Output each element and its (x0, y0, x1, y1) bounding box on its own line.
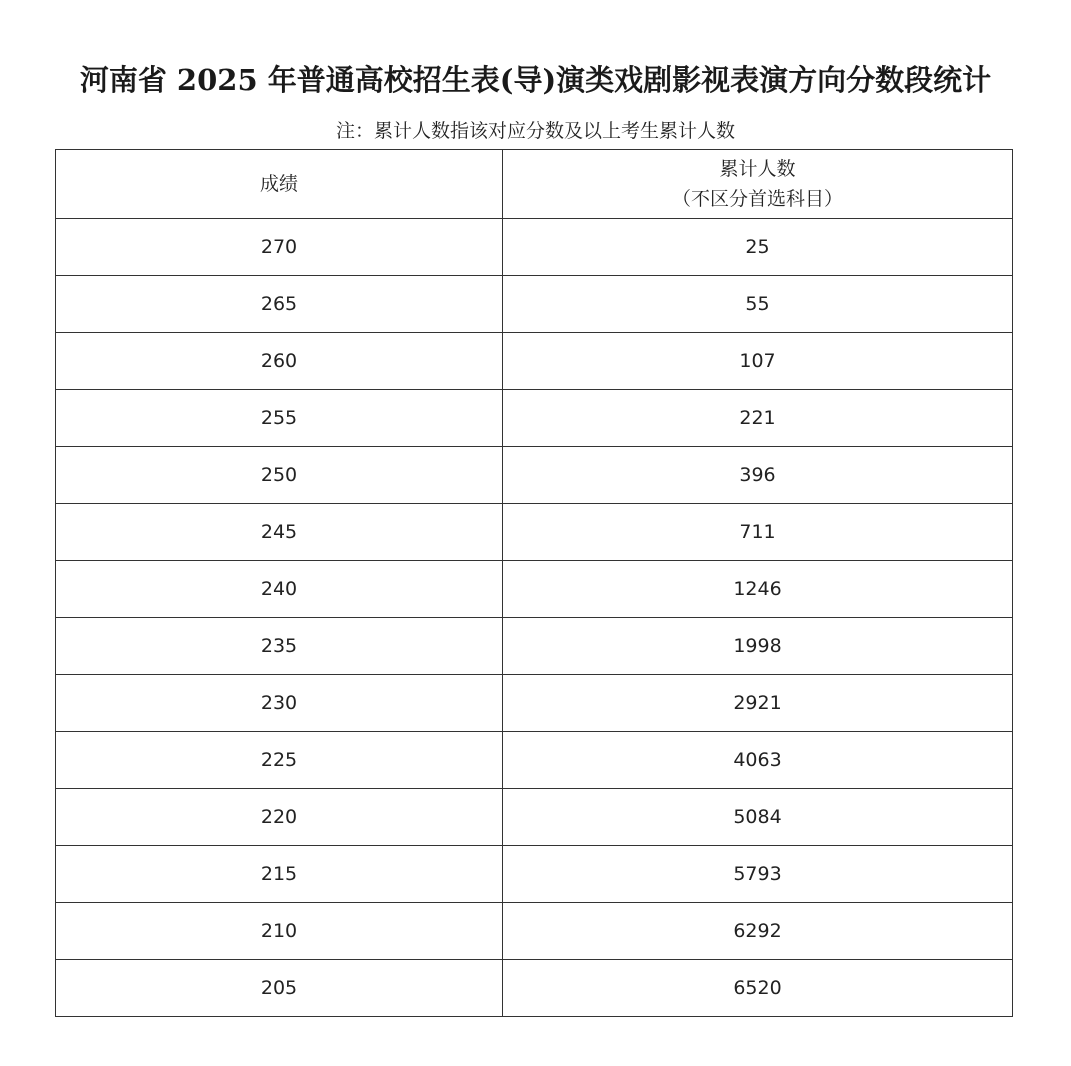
cumulative-count-cell: 396 (503, 447, 1013, 504)
score-cell: 205 (56, 960, 503, 1017)
score-cell: 270 (56, 219, 503, 276)
cumulative-count-cell: 6292 (503, 903, 1013, 960)
cumulative-count-cell: 1998 (503, 618, 1013, 675)
score-cell: 255 (56, 390, 503, 447)
cumulative-count-cell: 5793 (503, 846, 1013, 903)
table-row (56, 561, 1013, 618)
cumulative-count-cell: 221 (503, 390, 1013, 447)
score-cell: 245 (56, 504, 503, 561)
table-row (56, 732, 1013, 789)
cumulative-count-cell: 711 (503, 504, 1013, 561)
table-row (56, 276, 1013, 333)
score-cell: 210 (56, 903, 503, 960)
table-row (56, 789, 1013, 846)
cumulative-count-cell: 6520 (503, 960, 1013, 1017)
cumulative-count-cell: 2921 (503, 675, 1013, 732)
header-cumulative-sub: （不区分首选科目） (671, 188, 843, 210)
table-row (56, 447, 1013, 504)
table-row (56, 504, 1013, 561)
table-row (56, 903, 1013, 960)
header-cumulative (503, 150, 1013, 219)
table-note: 注：累计人数指该对应分数及以上考生累计人数 (335, 120, 735, 142)
cumulative-count-cell: 5084 (503, 789, 1013, 846)
table-row (56, 618, 1013, 675)
header-cumulative-label: 累计人数 (719, 158, 796, 180)
cumulative-count-cell: 107 (503, 333, 1013, 390)
page-title: 河南省 2025 年普通高校招生表(导)演类戏剧影视表演方向分数段统计 (79, 63, 992, 97)
score-cell: 215 (56, 846, 503, 903)
score-cell: 240 (56, 561, 503, 618)
score-cell: 220 (56, 789, 503, 846)
table-header-row (56, 150, 1013, 219)
cumulative-count-cell: 4063 (503, 732, 1013, 789)
score-table (55, 149, 1013, 1017)
score-cell: 265 (56, 276, 503, 333)
cumulative-count-cell: 1246 (503, 561, 1013, 618)
score-cell: 230 (56, 675, 503, 732)
table-row (56, 333, 1013, 390)
score-cell: 250 (56, 447, 503, 504)
table-row (56, 675, 1013, 732)
cumulative-count-cell: 25 (503, 219, 1013, 276)
table-row (56, 960, 1013, 1017)
table-row (56, 846, 1013, 903)
header-score: 成绩 (56, 150, 503, 219)
table-row (56, 390, 1013, 447)
cumulative-count-cell: 55 (503, 276, 1013, 333)
score-cell: 225 (56, 732, 503, 789)
table-row (56, 219, 1013, 276)
score-cell: 235 (56, 618, 503, 675)
score-cell: 260 (56, 333, 503, 390)
